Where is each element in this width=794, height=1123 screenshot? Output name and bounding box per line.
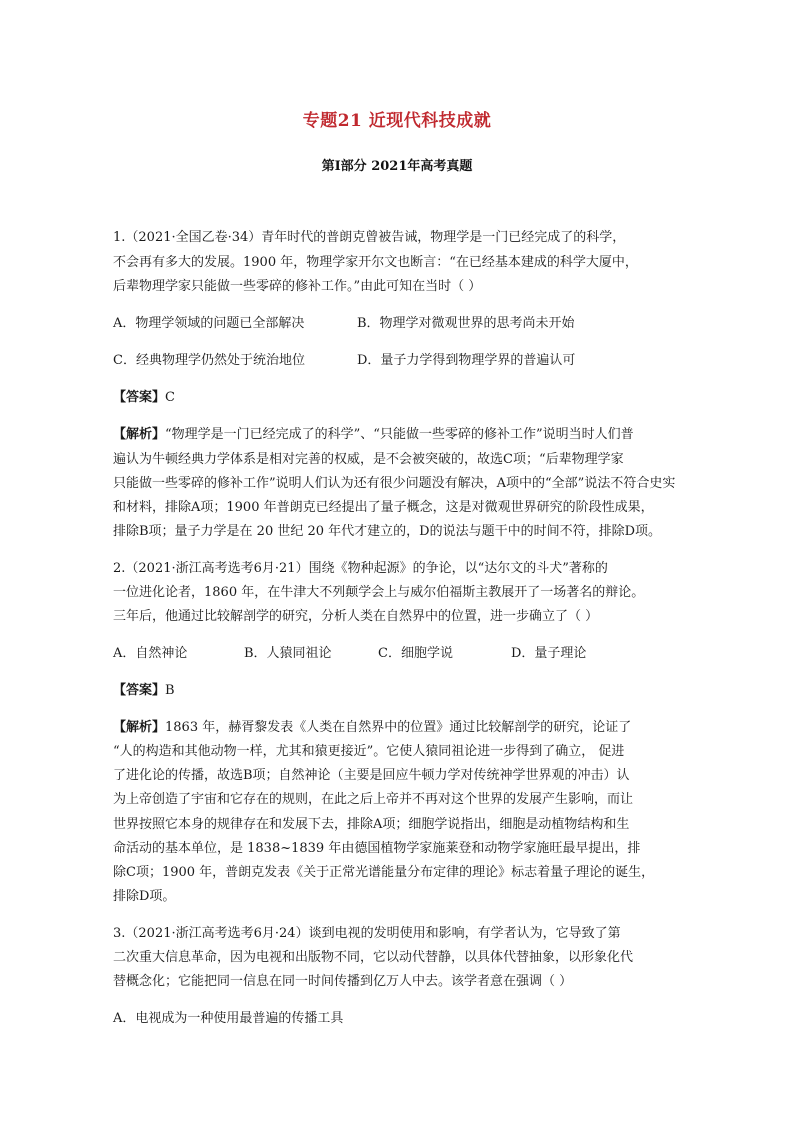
document-title: 专题21 近现代科技成就 <box>302 111 492 131</box>
question-2-option-d: D．量子理论 <box>511 646 587 661</box>
question-3-option-a: A．电视成为一种使用最普遍的传播工具 <box>113 1011 344 1026</box>
analysis-text: 1863 年，赫胥黎发表《人类在自然界中的位置》通过比较解剖学的研究，论证了 <box>165 720 632 735</box>
question-1-analysis-line-1 <box>113 425 634 445</box>
analysis-text: “物理学是一门已经完成了的科学”、“只能做一些零碎的修补工作”说明当时人们普 <box>165 427 634 442</box>
question-2-line-1: 2.（2021·浙江高考选考6月·21）围绕《物种起源》的争论，以“达尔文的斗犬”著称的 <box>113 561 608 576</box>
question-2-option-a: A．自然神论 <box>113 646 188 661</box>
answer-value: C <box>165 390 175 405</box>
question-2-analysis-line-4: 为上帝创造了宇宙和它存在的规则，在此之后上帝并不再对这个世界的发展产生影响，而让 <box>113 792 634 807</box>
question-2-analysis-line-6: 命活动的基本单位，是 1838~1839 年由德国植物学家施莱登和动物学家施旺最早提出，排 <box>113 841 641 856</box>
section-subtitle: 第Ⅰ部分 2021年高考真题 <box>321 159 473 174</box>
question-2-line-2: 一位进化论者，1860 年，在牛津大不列颠学会上与威尔伯福斯主教展开了一场著名的辩论。 <box>113 585 645 600</box>
analysis-tag: 【解析】 <box>113 720 166 735</box>
answer-value: B <box>165 683 175 698</box>
question-1-analysis-line-2: 遍认为牛顿经典力学体系是相对完善的权威，是不会被突破的，故选C项；“后辈物理学家 <box>113 452 624 467</box>
question-3-line-3: 替概念化；它能把同一信息在同一时间传播到亿万人中去。该学者意在强调（ ） <box>113 974 573 989</box>
question-1-analysis-line-4: 和材料，排除A项；1900 年普朗克已经提出了量子概念，这是对微观世界研究的阶段性成果， <box>113 500 654 515</box>
question-2-analysis-line-5: 世界按照它本身的规律存在和发展下去，排除A项；细胞学说指出，细胞是动植物结构和生 <box>113 817 630 832</box>
question-3-line-2: 二次重大信息革命，因为电视和出版物不同，它以动代替静，以具体代替抽象，以形象化代 <box>113 950 634 965</box>
question-1-line-3: 后辈物理学家只能做一些零碎的修补工作。”由此可知在当时（ ） <box>113 279 482 294</box>
question-1-analysis-line-3: 只能做一些零碎的修补工作”说明人们认为还有很少问题没有解决，A项中的“全部”说法不符合史实 <box>113 476 676 491</box>
answer-tag: 【答案】 <box>113 683 166 698</box>
analysis-tag: 【解析】 <box>113 427 166 442</box>
question-2-analysis-line-1 <box>113 718 631 738</box>
question-1-option-a: A．物理学领域的问题已全部解决 <box>113 316 305 331</box>
question-1-line-2: 不会再有多大的发展。1900 年，物理学家开尔文也断言：“在已经基本建成的科学大厦中， <box>113 255 638 270</box>
question-1-line-1: 1.（2021·全国乙卷·34）青年时代的普朗克曾被告诫，物理学是一门已经完成了的科学， <box>113 230 626 245</box>
question-3-line-1: 3.（2021·浙江高考选考6月·24）谈到电视的发明使用和影响，有学者认为，它导致了第 <box>113 926 621 941</box>
question-1-option-d: D．量子力学得到物理学界的普遍认可 <box>357 353 576 368</box>
question-1-option-b: B．物理学对微观世界的思考尚未开始 <box>357 316 575 331</box>
question-2-analysis-line-8: 排除D项。 <box>113 889 176 904</box>
question-2-line-3: 三年后，他通过比较解剖学的研究，分析人类在自然界中的位置，进一步确立了（ ） <box>113 609 599 624</box>
question-1-analysis-line-5: 排除B项；量子力学是在 20 世纪 20 年代才建立的，D的说法与题干中的时间不符，排除D项。 <box>113 524 662 539</box>
question-2-option-c: C．细胞学说 <box>378 646 453 661</box>
question-1-option-c: C．经典物理学仍然处于统治地位 <box>113 353 305 368</box>
question-2-analysis-line-3: 了进化论的传播，故选B项；自然神论（主要是回应牛顿力学对传统神学世界观的冲击）认 <box>113 768 630 783</box>
question-2-answer <box>113 681 175 701</box>
question-2-analysis-line-7: 除C项；1900 年，普朗克发表《关于正常光谱能量分布定律的理论》标志着量子理论的诞生， <box>113 865 655 880</box>
question-1-answer <box>113 388 175 408</box>
question-2-option-b: B．人猿同祖论 <box>244 646 332 661</box>
question-2-analysis-line-2: “人的构造和其他动物一样，尤其和猿更接近”。它使人猿同祖论进一步得到了确立， 促进 <box>113 744 625 759</box>
answer-tag: 【答案】 <box>113 390 166 405</box>
